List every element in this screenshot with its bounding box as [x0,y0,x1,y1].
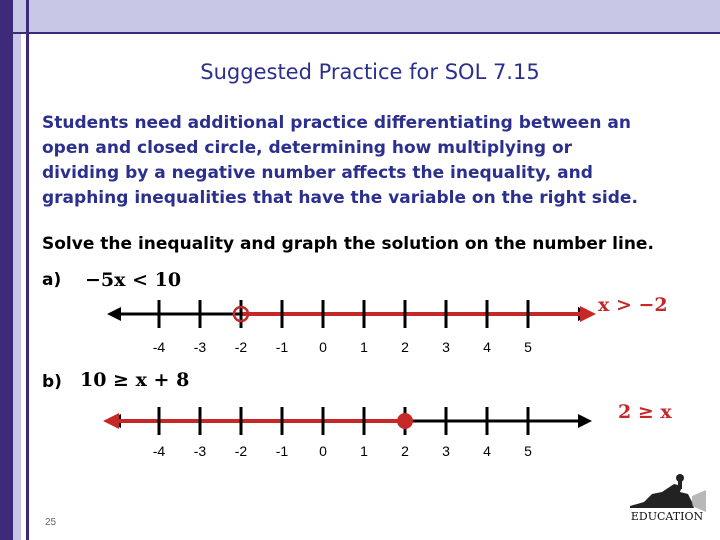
tick-label: 5 [524,339,532,355]
solution-arrow [103,413,119,429]
intro-line: open and closed circle, determining how multiplying or [42,138,573,158]
problem-a-label: a) [42,270,62,290]
intro-line: dividing by a negative number affects the inequality, and [42,163,593,183]
number-line-a [107,300,596,355]
tick-label: -3 [193,443,207,459]
tick-label: -3 [193,339,207,355]
tick-label: -2 [234,443,248,459]
arrow-left [107,307,121,321]
solution-arrow [580,306,596,322]
closed-circle-point [397,413,413,429]
arrow-right [578,414,592,428]
tick-label: -1 [275,443,289,459]
tick-label: 1 [360,339,368,355]
problem-b-answer: 2 ≥ x [618,401,672,423]
tick-label: -4 [152,443,166,459]
number-line-b [103,407,592,459]
tick-label: 0 [319,339,327,355]
problem-a-inequality: −5x < 10 [85,269,182,291]
tick-label: 0 [319,443,327,459]
tick-label: 3 [442,339,450,355]
tick-label: 4 [483,339,491,355]
tick-label: 5 [524,443,532,459]
intro-line: graphing inequalities that have the variable on the right side. [42,188,638,208]
page-number: 25 [45,517,57,528]
tick-label: 4 [483,443,491,459]
problem-b-inequality: 10 ≥ x + 8 [80,369,190,391]
tick-label: -1 [275,339,289,355]
education-logo [622,464,712,524]
instruction-text: Solve the inequality and graph the solution on the number line. [42,234,654,254]
svg-text:EDUCATION: EDUCATION [630,510,704,523]
tick-label: 2 [401,443,409,459]
problem-a-answer: x > −2 [598,294,668,316]
tick-label: -2 [234,339,248,355]
tick-label: 3 [442,443,450,459]
tick-label: -4 [152,339,166,355]
slide-title: Suggested Practice for SOL 7.15 [200,60,540,84]
tick-label: 1 [360,443,368,459]
tick-label: 2 [401,339,409,355]
problem-b-label: b) [42,372,62,392]
intro-line: Students need additional practice differentiating between an [42,113,631,133]
